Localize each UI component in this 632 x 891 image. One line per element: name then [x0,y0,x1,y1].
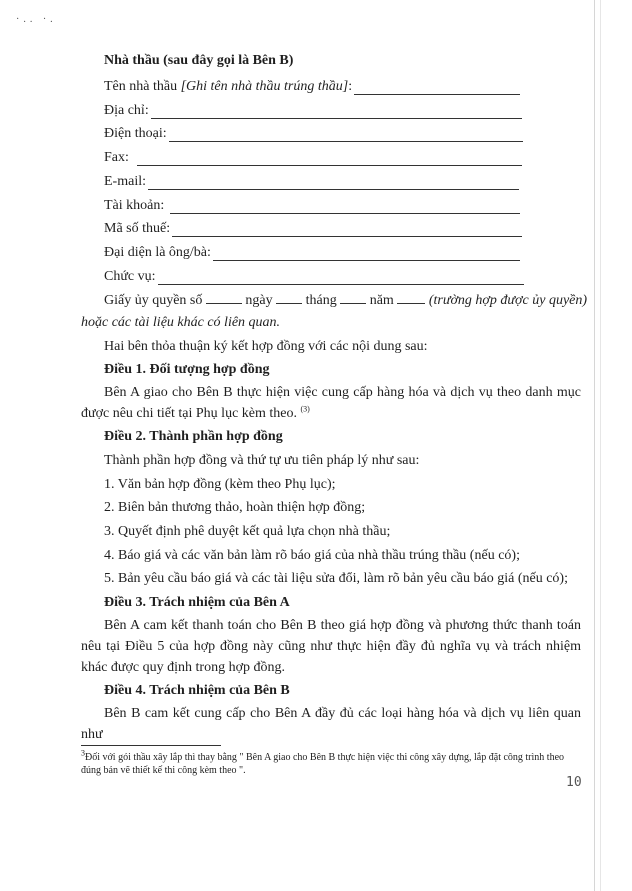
position-blank [158,272,524,285]
poa-note: (trường hợp được ủy quyền) [428,293,588,308]
representative-field [104,243,520,261]
poa-day-blank [276,291,302,304]
poa-year-label: năm [369,293,394,308]
address-label: Địa chỉ: [104,103,149,118]
article-4-title: Điều 4. Trách nhiệm của Bên B [104,683,290,698]
article-2-item: 1. Văn bản hợp đồng (kèm theo Phụ lục); [104,477,336,492]
account-field [104,196,520,214]
phone-blank [169,129,523,142]
article-1-text: Bên A giao cho Bên B thực hiện việc cung cấp hàng hóa và dịch vụ theo danh mục được nêu chi tiết tại Phụ lục kèm theo. $^{(3)}$ [81,385,581,421]
poa-year-blank [397,291,425,304]
phone-label: Điện thoại: [104,126,167,141]
agreement-intro: Hai bên thỏa thuận ký kết hợp đồng với các nội dung sau: [104,339,428,354]
poa-note-continued: hoặc các tài liệu khác có liên quan. [81,315,281,330]
contractor-name-label: Tên nhà thầu [Ghi tên nhà thầu trúng thầu]: [104,79,353,94]
article-2-item: 2. Biên bản thương thảo, hoàn thiện hợp đồng; [104,500,366,515]
poa-label: Giấy ủy quyền số [104,293,203,308]
footnote: $^3$Đối với gói thầu xây lắp thì thay bằng " Bên A giao cho Bên B thực hiện việc thi công xây dựng, lắp đặt công trình theo đúng bản vẽ thiết kế thi công kèm theo ". [81,748,565,776]
fax-blank [137,153,522,166]
footnote-mark: 3 [81,748,85,758]
representative-blank [213,248,520,261]
tax-blank [172,224,522,237]
address-field [104,101,522,119]
article-2-item: 5. Bản yêu cầu báo giá và các tài liệu sửa đổi, làm rõ bản yêu cầu báo giá (nếu có); [104,571,568,586]
scan-edge-line-2 [600,0,601,891]
fax-label: Fax: [104,150,129,165]
contractor-name-blank [354,82,520,95]
phone-field [104,124,523,142]
email-label: E-mail: [104,174,146,189]
position-field [104,267,524,285]
poa-month-label: tháng [305,293,337,308]
tax-label: Mã số thuế: [104,221,171,236]
account-blank [170,201,520,214]
article-3-title: Điều 3. Trách nhiệm của Bên A [104,595,290,610]
footnote-rule [81,745,221,746]
scan-edge-line [594,0,595,891]
email-field [104,172,519,190]
representative-label: Đại diện là ông/bà: [104,245,211,260]
contractor-name-field [104,77,520,95]
scan-artifact: ·.. ·. [16,14,57,25]
contractor-heading: Nhà thầu (sau đây gọi là Bên B) [104,53,294,68]
article-2-item: 4. Báo giá và các văn bản làm rõ báo giá của nhà thầu trúng thầu (nếu có); [104,548,520,563]
article-2-title: Điều 2. Thành phần hợp đồng [104,429,283,444]
contractor-name-hint: [Ghi tên nhà thầu trúng thầu] [180,79,349,94]
address-blank [151,106,522,119]
tax-field [104,219,522,237]
power-of-attorney-line [104,291,587,310]
account-label: Tài khoản: [104,198,165,213]
email-blank [148,177,519,190]
poa-number-blank [206,291,242,304]
page-number: 10 [566,775,582,790]
article-1-title: Điều 1. Đối tượng hợp đồng [104,362,270,377]
article-3-text: Bên A cam kết thanh toán cho Bên B theo giá hợp đồng và phương thức thanh toán nêu tại Điều 5 của hợp đồng này cũng như thực hiện đầy đủ nghĩa vụ và trách nhiệm khác được quy định trong hợp đồng. [81,618,581,675]
poa-month-blank [340,291,366,304]
poa-day-label: ngày [245,293,273,308]
article-2-intro: Thành phần hợp đồng và thứ tự ưu tiên pháp lý như sau: [104,453,420,468]
article-4-text: Bên B cam kết cung cấp cho Bên A đầy đủ các loại hàng hóa và dịch vụ liên quan như [81,706,581,742]
article-2-item: 3. Quyết định phê duyệt kết quả lựa chọn nhà thầu; [104,524,391,539]
fax-field [104,148,522,166]
position-label: Chức vụ: [104,269,156,284]
article-1-ref: (3) [300,404,310,414]
